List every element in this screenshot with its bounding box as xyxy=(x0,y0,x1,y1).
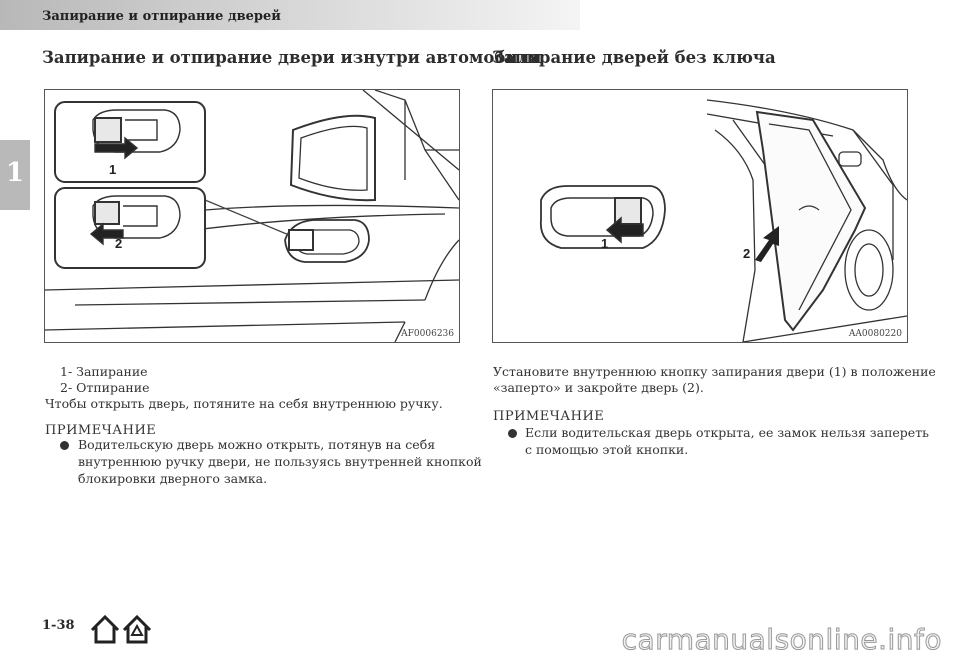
page-number: 1-38 xyxy=(42,618,75,633)
left-note-line-1: Водительскую дверь можно открыть, потянув на себя xyxy=(78,437,436,452)
right-section-title: Запирание дверей без ключа xyxy=(492,48,776,67)
chapter-number: 1 xyxy=(5,158,25,188)
left-paragraph: Чтобы открыть дверь, потяните на себя внутреннюю ручку. xyxy=(45,396,443,411)
door-closing-illustration xyxy=(493,90,907,342)
right-note-line-1: Если водительская дверь открыта, ее замок нельзя запереть xyxy=(525,425,929,440)
right-note-line-2: с помощью этой кнопки. xyxy=(525,442,689,457)
running-header-title: Запирание и отпирание дверей xyxy=(42,9,281,24)
callout-2: 2 xyxy=(115,236,123,251)
inset-unlock xyxy=(55,188,205,268)
home-icon xyxy=(88,612,158,646)
right-paragraph-line-1: Установите внутреннюю кнопку запирания двери (1) в положение xyxy=(493,364,936,379)
right-note-title: ПРИМЕЧАНИЕ xyxy=(493,409,605,424)
left-figure-code: AF0006236 xyxy=(401,329,454,339)
inset-lock xyxy=(55,102,205,182)
watermark: carmanualsonline.info xyxy=(621,623,942,656)
callout-2: 2 xyxy=(743,246,751,261)
left-list-item-1: 1- Запирание xyxy=(60,364,148,379)
right-figure-code: AA0080220 xyxy=(848,329,902,339)
callout-1: 1 xyxy=(109,162,117,177)
door-interior-illustration xyxy=(45,90,459,342)
right-paragraph-line-2: «заперто» и закройте дверь (2). xyxy=(493,380,704,395)
left-figure xyxy=(44,89,460,343)
right-note-bullet xyxy=(508,429,517,438)
left-section-title: Запирание и отпирание двери изнутри автомобиля xyxy=(42,48,542,67)
right-figure xyxy=(492,89,908,343)
callout-1: 1 xyxy=(601,236,609,251)
left-list-item-2: 2- Отпирание xyxy=(60,380,150,395)
left-note-title: ПРИМЕЧАНИЕ xyxy=(45,423,157,438)
left-note-line-3: блокировки дверного замка. xyxy=(78,471,268,486)
home-icons xyxy=(88,612,158,650)
left-note-line-2: внутреннюю ручку двери, не пользуясь внутренней кнопкой xyxy=(78,454,482,469)
left-note-bullet xyxy=(60,441,69,450)
